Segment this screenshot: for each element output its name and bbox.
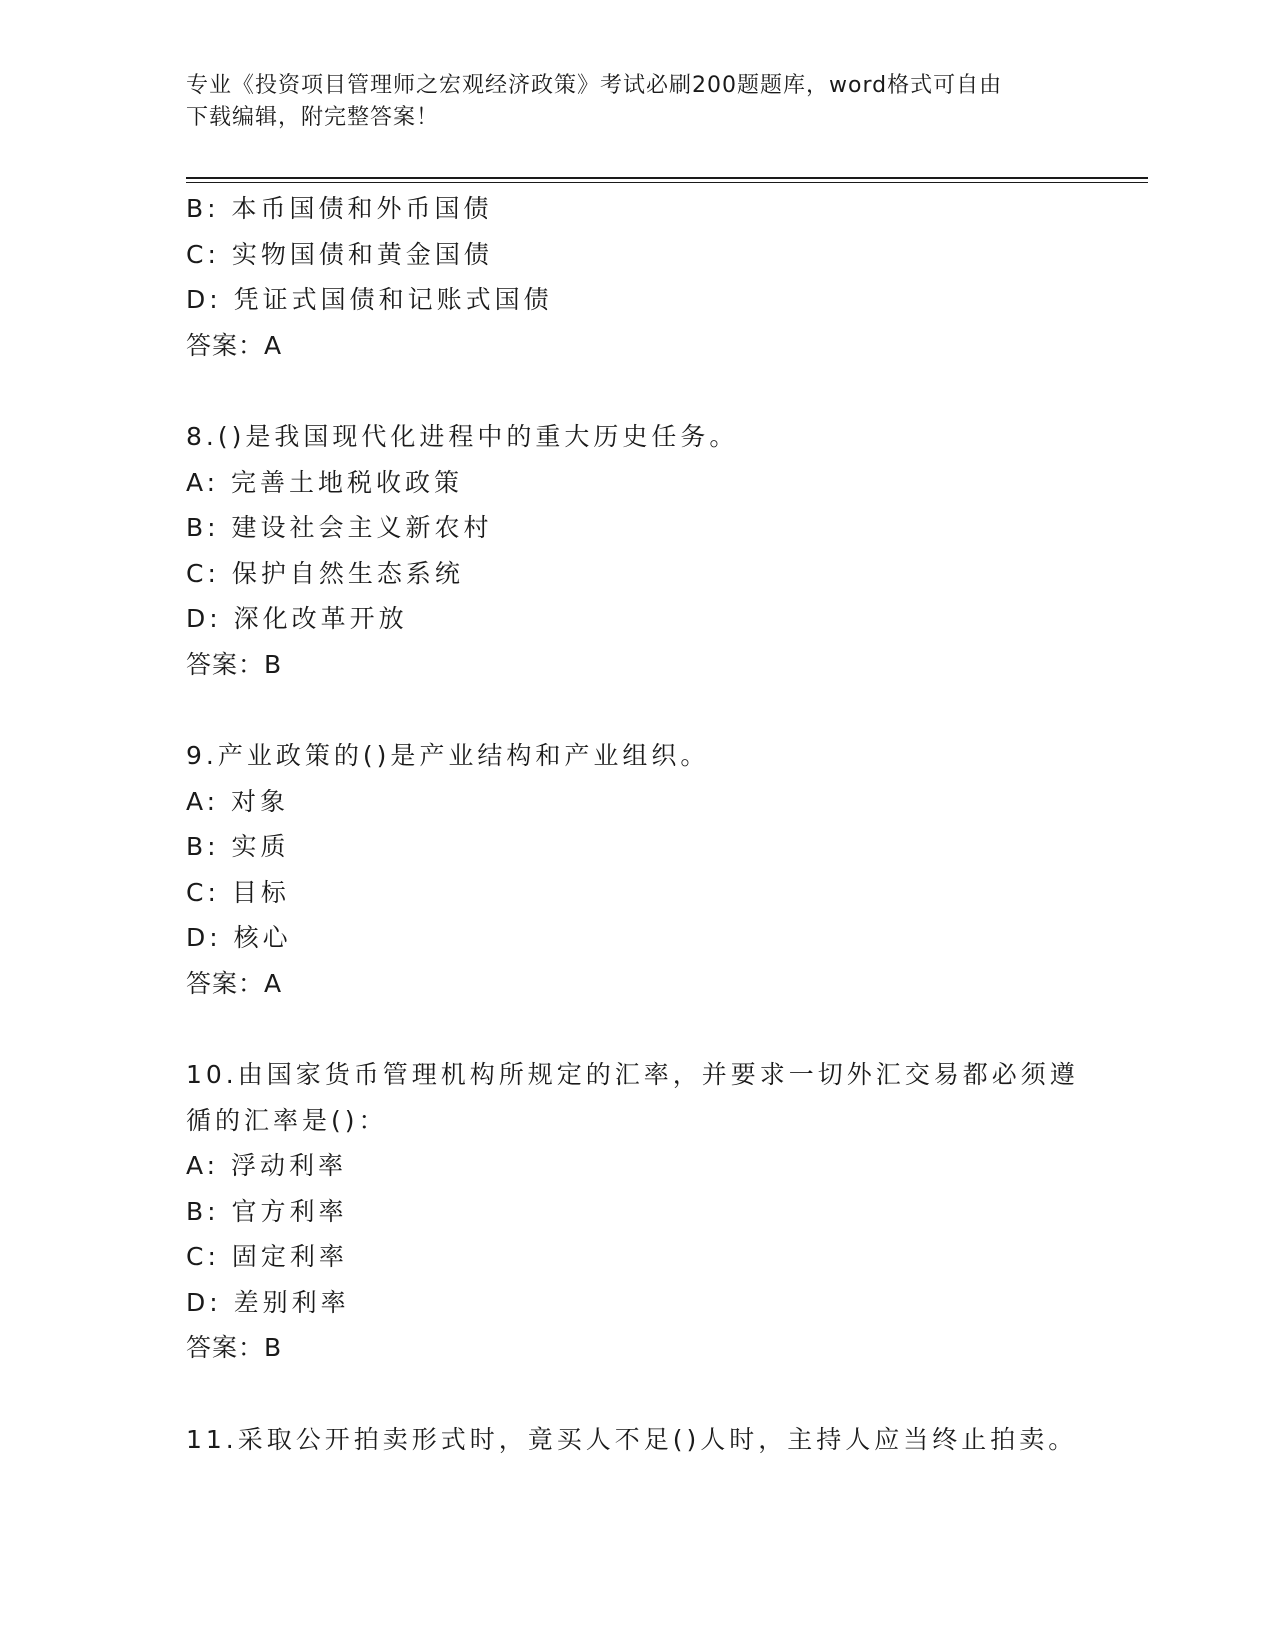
question-11 — [186, 1417, 1086, 1463]
option-c: C: 保护自然生态系统 — [186, 558, 464, 588]
question-9 — [186, 733, 1086, 1006]
header-title-line-2: 下载编辑，附完整答案！ — [186, 105, 440, 130]
answer-line: 答案：B — [186, 649, 283, 679]
document-body — [186, 186, 1086, 1462]
option-d: D: 凭证式国债和记账式国债 — [186, 285, 553, 314]
question-10 — [186, 1052, 1086, 1371]
option-c: C: 实物国债和黄金国债 — [186, 239, 493, 269]
header-title-line-1: 专业《投资项目管理师之宏观经济政策》考试必刷200题题库，word格式可自由 — [186, 73, 1003, 98]
document-header — [186, 70, 1086, 134]
spacer — [186, 1371, 1086, 1417]
question-stem: 11.采取公开拍卖形式时，竟买人不足()人时，主持人应当终止拍卖。 — [186, 1424, 1078, 1454]
spacer — [186, 687, 1086, 733]
option-d: D: 差别利率 — [186, 1287, 350, 1317]
option-b: B: 实质 — [186, 832, 290, 861]
header-rule-thick — [186, 177, 1148, 179]
answer-line: 答案：A — [186, 330, 283, 360]
answer-line: 答案：B — [186, 1333, 283, 1362]
option-c: C: 目标 — [186, 877, 290, 907]
question-8 — [186, 414, 1086, 687]
option-a: A: 完善土地税收政策 — [186, 467, 464, 497]
header-rule-thin — [186, 182, 1148, 183]
option-d: D: 核心 — [186, 923, 292, 952]
question-stem: 9.产业政策的()是产业结构和产业组织。 — [186, 741, 710, 770]
question-stem: 8.()是我国现代化进程中的重大历史任务。 — [186, 422, 739, 451]
option-c: C: 固定利率 — [186, 1242, 348, 1271]
option-d: D: 深化改革开放 — [186, 604, 408, 633]
spacer — [186, 368, 1086, 414]
option-a: A: 浮动利率 — [186, 1151, 348, 1180]
option-b: B: 建设社会主义新农村 — [186, 513, 493, 542]
option-b: B: 官方利率 — [186, 1196, 348, 1226]
answer-line: 答案：A — [186, 968, 283, 998]
question-stem-line-2: 循的汇率是()： — [186, 1105, 388, 1135]
question-7-continued — [186, 186, 1086, 368]
option-a: A: 对象 — [186, 786, 290, 816]
question-stem-line-1: 10.由国家货币管理机构所规定的汇率，并要求一切外汇交易都必须遵 — [186, 1060, 1079, 1089]
option-b: B: 本币国债和外币国债 — [186, 194, 493, 223]
spacer — [186, 1006, 1086, 1052]
